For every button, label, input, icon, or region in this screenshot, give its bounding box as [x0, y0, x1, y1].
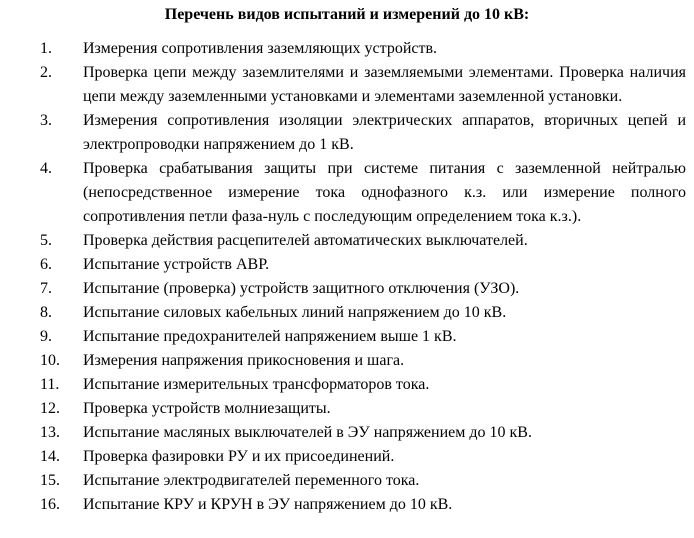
list-item: [0, 397, 694, 421]
list-item-number: 7.: [40, 280, 52, 297]
list-item: [0, 229, 694, 253]
list-item: [0, 37, 694, 61]
list-item-number: 14.: [40, 448, 60, 465]
list-item-number: 12.: [40, 400, 60, 417]
list-item-text: Измерения напряжения прикосновения и шага.: [83, 352, 405, 369]
list-item-text: Испытание силовых кабельных линий напряжением до 10 кВ.: [83, 304, 507, 321]
list-item-text: Измерения сопротивления изоляции электрических аппаратов, вторичных цепей и электропроводки напряжением до 1 кВ.: [83, 112, 686, 153]
list-item: [0, 493, 694, 517]
list-item-number: 3.: [40, 112, 52, 129]
list-item-text: Проверка действия расцепителей автоматических выключателей.: [83, 232, 528, 249]
list-item-text: Проверка срабатывания защиты при системе питания с заземленной нейтралью (непосредственное измерение тока однофазного к.з. или измерение полного сопротивления петли фаза-нуль с последующим определением тока к.з.).: [83, 160, 686, 225]
list-item: [0, 301, 694, 325]
list-item: [0, 325, 694, 349]
list-item-number: 11.: [40, 376, 60, 393]
list-item-number: 2.: [40, 64, 52, 81]
list-item-number: 8.: [40, 304, 52, 321]
page-title: Перечень видов испытаний и измерений до 10 кВ:: [164, 6, 530, 23]
list-item: [0, 349, 694, 373]
list-item-text: Испытание измерительных трансформаторов тока.: [83, 376, 430, 393]
list-item-number: 1.: [40, 40, 52, 57]
list-item-number: 4.: [40, 160, 52, 177]
list-item: [0, 277, 694, 301]
list-item-number: 5.: [40, 232, 52, 249]
list-item-number: 10.: [40, 352, 60, 369]
list-item: [0, 253, 694, 277]
list-item-text: Проверка цепи между заземлителями и заземляемыми элементами. Проверка наличия цепи между заземленными установками и элементами заземленной установки.: [83, 64, 686, 105]
list-item-number: 16.: [40, 496, 60, 513]
list-item-text: Измерения сопротивления заземляющих устройств.: [83, 40, 438, 57]
list-item: [0, 373, 694, 397]
list-item-text: Испытание КРУ и КРУН в ЭУ напряжением до 10 кВ.: [83, 496, 453, 513]
list-item: [0, 469, 694, 493]
list-item: [0, 61, 694, 109]
list-item-number: 9.: [40, 328, 52, 345]
list-item: [0, 445, 694, 469]
list-item-number: 13.: [40, 424, 60, 441]
list-item-text: Испытание (проверка) устройств защитного отключения (УЗО).: [83, 280, 520, 297]
list-item-text: Испытание электродвигателей переменного тока.: [83, 472, 420, 489]
list-item: [0, 157, 694, 229]
list-item-text: Проверка устройств молниезащиты.: [83, 400, 331, 417]
list-item: [0, 109, 694, 157]
list-item-text: Испытание устройств АВР.: [83, 256, 270, 273]
list-item-number: 6.: [40, 256, 52, 273]
test-list: [0, 37, 694, 517]
list-item: [0, 421, 694, 445]
list-item-number: 15.: [40, 472, 60, 489]
list-item-text: Испытание предохранителей напряжением выше 1 кВ.: [83, 328, 457, 345]
list-item-text: Проверка фазировки РУ и их присоединений.: [83, 448, 395, 465]
list-item-text: Испытание масляных выключателей в ЭУ напряжением до 10 кВ.: [83, 424, 532, 441]
